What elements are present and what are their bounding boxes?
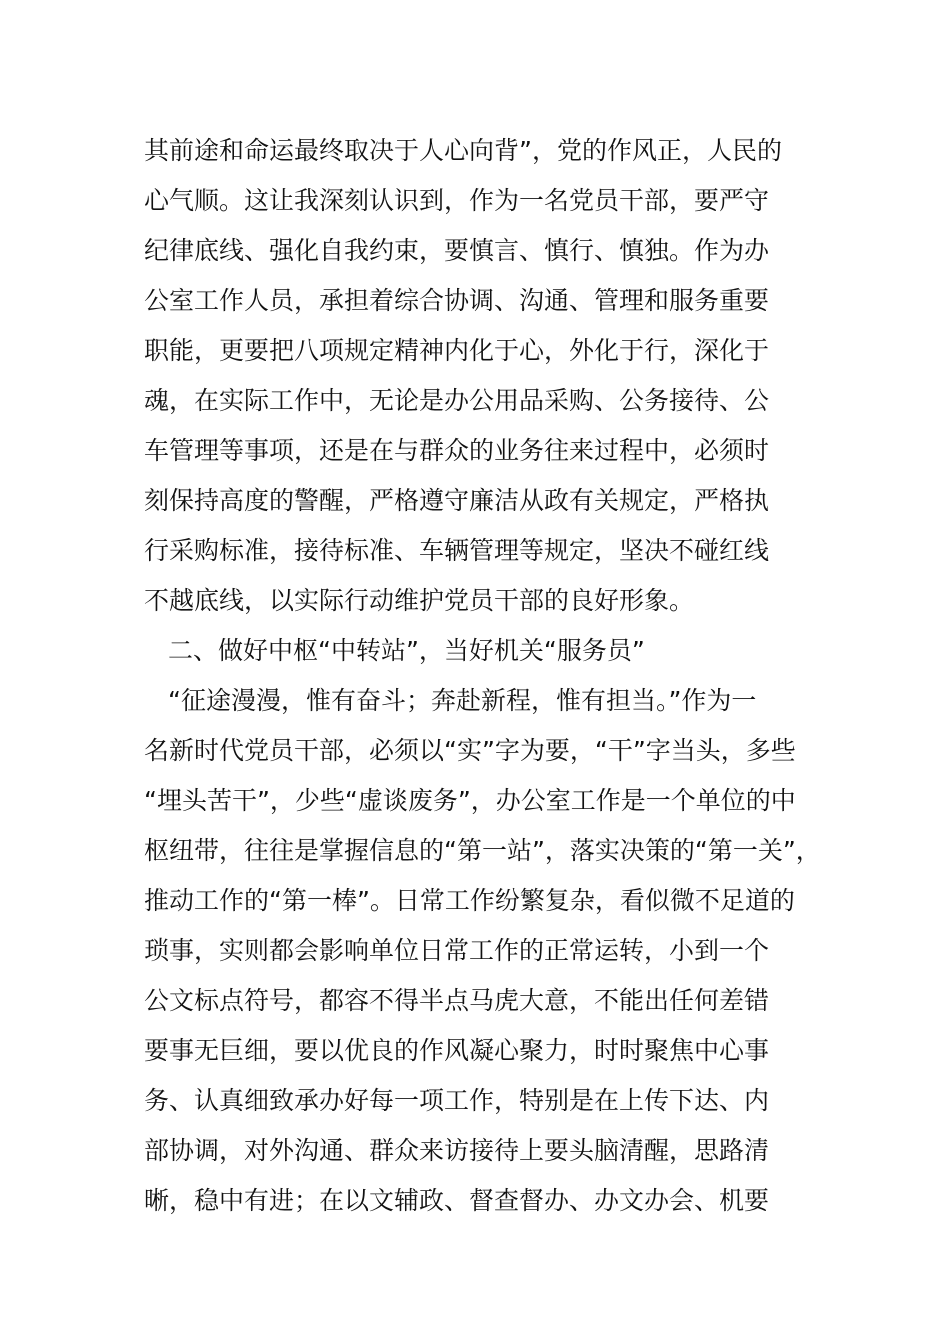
text-line: 推动工作的“第一棒”。日常工作纷繁复杂，看似微不足道的 [144,886,795,915]
text-line: 晰，稳中有进；在以文辅政、督查督办、办文办会、机要 [144,1186,770,1215]
text-line: 务、认真细致承办好每一项工作，特别是在上传下达、内 [144,1086,770,1115]
text-line: 车管理等事项，还是在与群众的业务往来过程中，必须时 [144,436,770,465]
text-line: 部协调，对外沟通、群众来访接待上要头脑清醒，思路清 [144,1136,770,1165]
text-line: “埋头苦干”，少些“虚谈废务”，办公室工作是一个单位的中 [144,786,796,815]
text-line: 公文标点符号，都容不得半点马虎大意，不能出任何差错 [144,986,770,1015]
text-line: 刻保持高度的警醒，严格遵守廉洁从政有关规定，严格执 [144,486,770,515]
text-line: 名新时代党员干部，必须以“实”字为要，“干”字当头，多些 [144,736,796,765]
text-line: 琐事，实则都会影响单位日常工作的正常运转，小到一个 [144,936,770,965]
text-line: 魂，在实际工作中，无论是办公用品采购、公务接待、公 [144,386,770,415]
text-line: “征途漫漫，惟有奋斗；奔赴新程，惟有担当。”作为一 [168,686,757,715]
text-line: 不越底线，以实际行动维护党员干部的良好形象。 [144,586,695,615]
text-line: 行采购标准，接待标准、车辆管理等规定，坚决不碰红线 [144,536,770,565]
text-line: 职能，更要把八项规定精神内化于心，外化于行，深化于 [144,336,770,365]
text-line: 枢纽带，往往是掌握信息的“第一站”，落实决策的“第一关”， [144,836,821,865]
text-line: 心气顺。这让我深刻认识到，作为一名党员干部，要严守 [144,186,770,215]
section-heading: 二、做好中枢“中转站”，当好机关“服务员” [168,636,645,665]
text-line: 要事无巨细，要以优良的作风凝心聚力，时时聚焦中心事 [144,1036,770,1065]
text-line: 其前途和命运最终取决于人心向背”，党的作风正，人民的 [144,136,782,165]
text-line: 公室工作人员，承担着综合协调、沟通、管理和服务重要 [144,286,770,315]
text-line: 纪律底线、强化自我约束，要慎言、慎行、慎独。作为办 [144,236,770,265]
document-body [144,126,824,1226]
